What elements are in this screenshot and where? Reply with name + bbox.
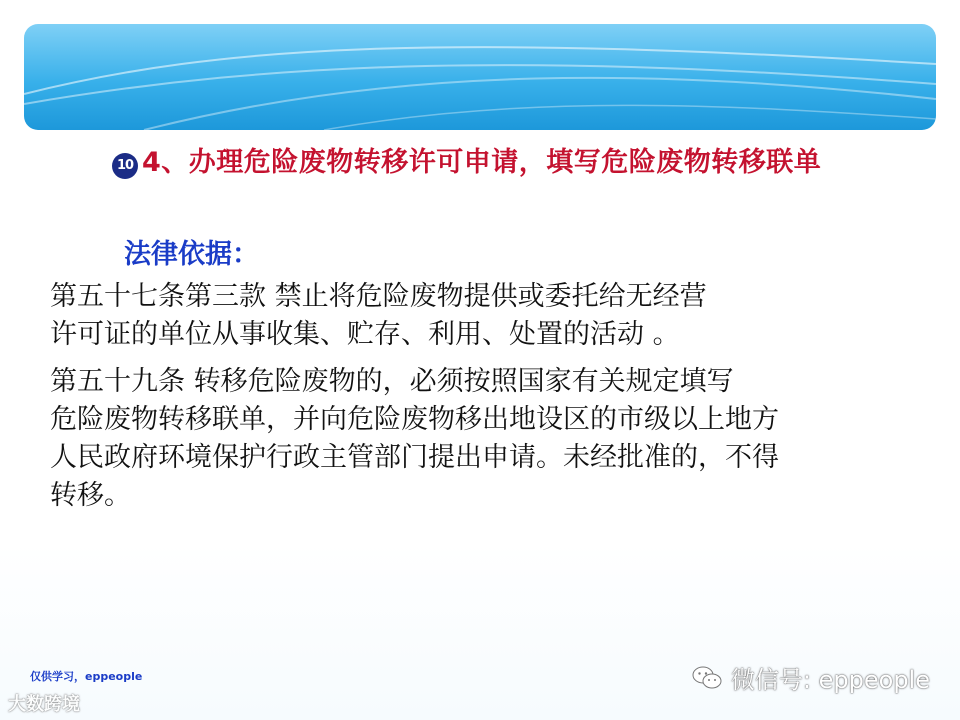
wechat-icon (691, 664, 723, 692)
article-57-paragraph: 第五十七条第三款 禁止将危险废物提供或委托给无经营 许可证的单位从事收集、贮存、利用、处置的活动 。 (50, 281, 707, 350)
watermark-logo: 大数跨境 (8, 694, 80, 715)
wechat-account (691, 660, 930, 695)
legal-basis-label: 法律依据： (124, 239, 259, 270)
wechat-account-text: 微信号: eppeople (730, 666, 930, 694)
heading-text: 4、办理危险废物转移许可申请，填写危险废物转移联单 (142, 147, 822, 178)
banner-wave-decoration (24, 24, 936, 130)
footer-study-note: 仅供学习，eppeople (30, 670, 143, 683)
circled-number-icon: 10 (112, 153, 138, 179)
slide-heading (112, 140, 821, 179)
header-banner (24, 24, 936, 130)
article-59-paragraph: 第五十九条 转移危险废物的，必须按照国家有关规定填写 危险废物转移联单，并向危险废物移出地设区的市级以上地方 人民政府环境保护行政主管部门提出申请。未经批准的，不得 转移。 (50, 366, 779, 511)
